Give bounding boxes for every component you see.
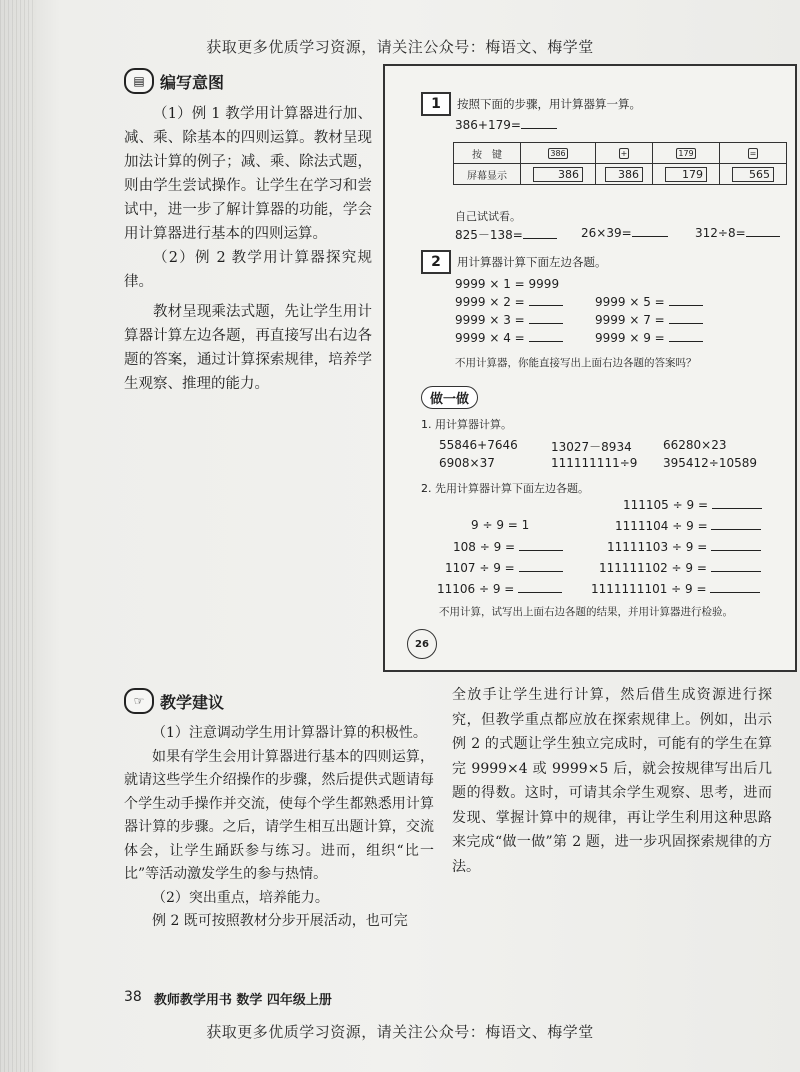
ex2-left-2 xyxy=(455,295,563,309)
example-1-header xyxy=(421,92,641,116)
key-plus: + xyxy=(620,148,628,158)
q2-right-5-text: 1111111101 ÷ 9 = xyxy=(591,582,707,596)
q1-label: 1. 用计算器计算。 xyxy=(421,418,512,431)
q2-right-1 xyxy=(623,498,762,512)
teaching-section-right xyxy=(452,683,772,879)
display-1: 386 xyxy=(533,167,583,182)
q1-item-2: 13027－8934 xyxy=(551,440,632,454)
try-item-1-text: 825－138= xyxy=(455,228,523,242)
q2-right-2-text: 1111104 ÷ 9 = xyxy=(615,519,708,533)
display-2: 386 xyxy=(605,167,643,182)
q2-right-1-text: 111105 ÷ 9 = xyxy=(623,498,708,512)
teaching-section-left xyxy=(124,688,434,934)
ex2-left-3 xyxy=(455,313,563,327)
display-3: 179 xyxy=(665,167,707,182)
footer-page-number: 38 xyxy=(124,989,142,1005)
q2-right-4 xyxy=(599,561,761,575)
key-equals: = xyxy=(749,148,757,158)
key-179: 179 xyxy=(678,148,694,158)
example-1-equation xyxy=(455,118,557,132)
table-display-label: 屏幕显示 xyxy=(454,164,521,185)
try-item-2-text: 26×39= xyxy=(581,226,632,240)
design-intent-header xyxy=(124,68,372,94)
page-stack-edge xyxy=(0,0,36,1072)
ex2-right-3 xyxy=(595,331,703,345)
key-386: 386 xyxy=(550,148,566,158)
ex2-left-4 xyxy=(455,331,563,345)
q1-item-6: 395412÷10589 xyxy=(663,456,758,470)
ex2-left-3-text: 9999 × 3 = xyxy=(455,313,525,327)
example-1-equation-text: 386+179= xyxy=(455,118,521,132)
q2-left-4 xyxy=(437,582,562,596)
teaching-title: 教学建议 xyxy=(160,692,225,712)
footer-book-title: 教师教学用书 数学 四年级上册 xyxy=(153,993,332,1008)
q2-left-3 xyxy=(445,561,563,575)
ex2-left-1: 9999 × 1 = 9999 xyxy=(455,277,560,291)
q2-right-3-text: 11111103 ÷ 9 = xyxy=(607,540,708,554)
hand-pointer-icon: ☞ xyxy=(124,688,154,714)
watermark-top: 获取更多优质学习资源，请关注公众号：梅语文、梅学堂 xyxy=(206,38,594,56)
teaching-paragraph-2: 如果有学生会用计算器进行基本的四则运算，就请这些学生介绍操作的步骤，然后提供式题请每个学生动手操作并交流，使每个学生都熟悉用计算器计算的步骤。之后，请学生相互出题计算，交流体会，让学生踊跃参与练习。进而，组织“比一比”等活动激发学生的参与热情。 xyxy=(124,748,434,882)
try-item-2 xyxy=(581,226,668,240)
design-intent-section xyxy=(124,68,372,396)
example-1-number: 1 xyxy=(421,92,451,116)
ex2-right-2 xyxy=(595,313,703,327)
ex2-right-1-text: 9999 × 5 = xyxy=(595,295,665,309)
q1-item-3: 66280×23 xyxy=(663,438,727,452)
try-item-1 xyxy=(455,226,557,243)
ex2-question: 不用计算器，你能直接写出上面右边各题的答案吗？ xyxy=(455,357,697,369)
textbook-page-box xyxy=(383,64,797,672)
q1-item-5: 111111111÷9 xyxy=(551,456,638,470)
ex2-left-2-text: 9999 × 2 = xyxy=(455,295,525,309)
design-intent-paragraph-2: （2）例 2 教学用计算器探究规律。 xyxy=(124,250,372,290)
design-intent-title: 编写意图 xyxy=(160,72,225,92)
try-yourself-label: 自己试试看。 xyxy=(455,210,521,223)
ex2-right-1 xyxy=(595,295,703,309)
q2-right-2 xyxy=(615,519,761,533)
ex2-left-4-text: 9999 × 4 = xyxy=(455,331,525,345)
q2-right-5 xyxy=(591,582,760,596)
q2-note: 不用计算，试写出上面右边各题的结果，并用计算器进行检验。 xyxy=(439,606,733,618)
design-intent-paragraph-3: 教材呈现乘法式题，先让学生用计算器计算左边各题，再直接写出右边各题的答案，通过计算探索规律，培养学生观察、推理的能力。 xyxy=(124,304,372,392)
calculator-steps-table xyxy=(453,142,787,185)
q2-left-4-text: 11106 ÷ 9 = xyxy=(437,582,515,596)
textbook-page-number: 26 xyxy=(407,629,437,659)
q1-item-1: 55846+7646 xyxy=(439,438,518,452)
table-key-label: 按 键 xyxy=(454,143,521,164)
example-2-number: 2 xyxy=(421,250,451,274)
display-4: 565 xyxy=(732,167,774,182)
teaching-paragraph-1: （1）注意调动学生用计算器计算的积极性。 xyxy=(152,725,427,741)
q2-left-2 xyxy=(453,540,563,554)
example-2-header xyxy=(421,250,607,274)
try-item-3 xyxy=(695,226,780,240)
ex2-right-3-text: 9999 × 9 = xyxy=(595,331,665,345)
page-footer xyxy=(124,989,332,1008)
q2-label: 2. 先用计算器计算下面左边各题。 xyxy=(421,482,589,495)
teaching-header xyxy=(124,688,434,714)
q2-right-3 xyxy=(607,540,761,554)
example-1-title: 按照下面的步骤，用计算器算一算。 xyxy=(457,97,641,111)
try-item-3-text: 312÷8= xyxy=(695,226,746,240)
q2-left-1: 9 ÷ 9 = 1 xyxy=(471,518,530,532)
watermark-bottom: 获取更多优质学习资源，请关注公众号：梅语文、梅学堂 xyxy=(206,1023,594,1041)
teaching-paragraph-4: 例 2 既可按照教材分步开展活动，也可完 xyxy=(152,913,408,929)
teaching-paragraph-3: （2）突出重点，培养能力。 xyxy=(152,889,329,906)
example-2-title: 用计算器计算下面左边各题。 xyxy=(457,255,607,269)
q2-left-2-text: 108 ÷ 9 = xyxy=(453,540,516,554)
q1-item-4: 6908×37 xyxy=(439,456,495,470)
practice-badge: 做一做 xyxy=(421,386,478,409)
q2-left-3-text: 1107 ÷ 9 = xyxy=(445,561,515,575)
q2-right-4-text: 111111102 ÷ 9 = xyxy=(599,561,707,575)
teaching-right-paragraph: 全放手让学生进行计算，然后借生成资源进行探究，但教学重点都应放在探索规律上。例如，出示例 2 的式题让学生独立完成时，可能有的学生在算完 9999×4 或 9999×5 后，就会按规律写出后几题的得数。这时，可请其余学生观察、思考，进而发现、掌握计算中的规律，再让学生利用这种思路来完成“做一做”第 2 题，进一步巩固探索规律的方法。 xyxy=(452,687,772,875)
design-intent-paragraph-1: （1）例 1 教学用计算器进行加、减、乘、除基本的四则运算。教材呈现加法计算的例子；减、乘、除法式题，则由学生尝试操作。让学生在学习和尝试中，进一步了解计算器的功能，学会用计算器进行基本的四则运算。 xyxy=(124,106,372,242)
book-icon: ▤ xyxy=(124,68,154,94)
ex2-right-2-text: 9999 × 7 = xyxy=(595,313,665,327)
